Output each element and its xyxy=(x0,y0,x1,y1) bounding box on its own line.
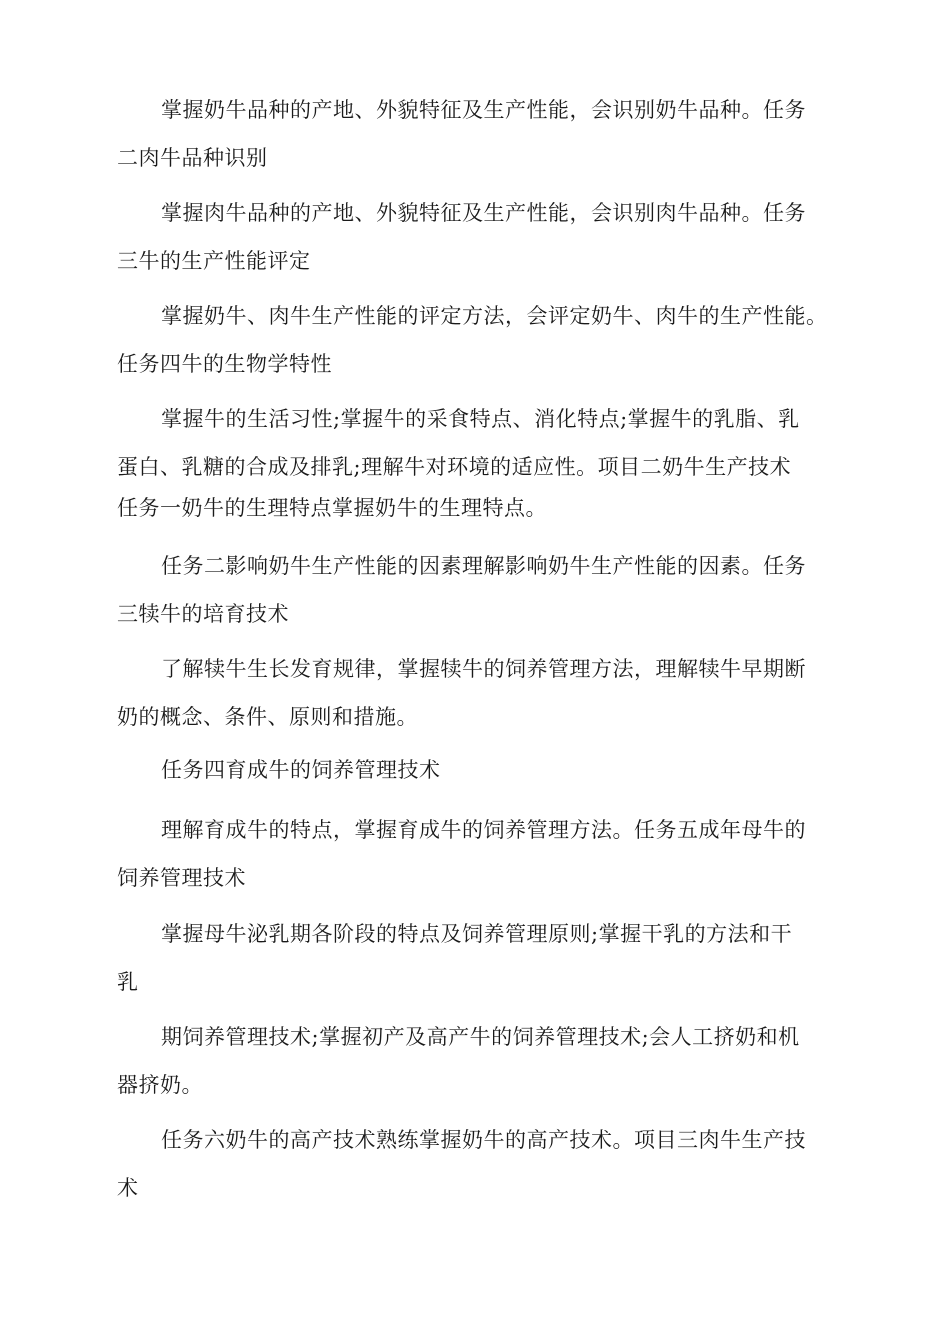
text-line: 术 xyxy=(117,1176,139,1200)
text-line: 任务一奶牛的生理特点掌握奶牛的生理特点。 xyxy=(117,496,547,520)
paragraph-performance-factors xyxy=(117,542,847,638)
text-line: 乳 xyxy=(117,970,139,994)
paragraph-high-yield xyxy=(117,1116,847,1212)
text-line: 二肉牛品种识别 xyxy=(117,146,268,170)
text-line: 掌握牛的生活习性;掌握牛的采食特点、消化特点;掌握牛的乳脂、乳 xyxy=(161,407,800,431)
text-line: 器挤奶。 xyxy=(117,1073,203,1097)
text-line: 任务四牛的生物学特性 xyxy=(117,352,332,376)
text-line: 蛋白、乳糖的合成及排乳;理解牛对环境的适应性。项目二奶牛生产技术 xyxy=(117,455,792,479)
paragraph-dairy-breeds xyxy=(117,86,847,182)
text-line: 饲养管理技术 xyxy=(117,866,246,890)
paragraph-lactation-management xyxy=(117,910,847,1006)
text-line: 三牛的生产性能评定 xyxy=(117,249,311,273)
text-line: 三犊牛的培育技术 xyxy=(117,602,289,626)
text-line: 任务六奶牛的高产技术熟练掌握奶牛的高产技术。项目三肉牛生产技 xyxy=(161,1128,806,1152)
paragraph-heifer-task xyxy=(117,746,847,794)
paragraph-dry-period xyxy=(117,1013,847,1109)
paragraph-heifer-management xyxy=(117,806,847,902)
text-line: 掌握奶牛品种的产地、外貌特征及生产性能，会识别奶牛品种。任务 xyxy=(161,98,806,122)
paragraph-biological-traits xyxy=(117,395,847,525)
text-line: 任务四育成牛的饲养管理技术 xyxy=(161,758,441,782)
text-line: 奶的概念、条件、原则和措施。 xyxy=(117,705,418,729)
text-line: 期饲养管理技术;掌握初产及高产牛的饲养管理技术;会人工挤奶和机 xyxy=(161,1025,800,1049)
paragraph-performance-evaluation xyxy=(117,292,847,388)
text-line: 理解育成牛的特点，掌握育成牛的饲养管理方法。任务五成年母牛的 xyxy=(161,818,806,842)
text-line: 了解犊牛生长发育规律，掌握犊牛的饲养管理方法，理解犊牛早期断 xyxy=(161,657,806,681)
paragraph-calf-rearing xyxy=(117,645,847,741)
paragraph-beef-breeds xyxy=(117,189,847,285)
text-line: 掌握母牛泌乳期各阶段的特点及饲养管理原则;掌握干乳的方法和干 xyxy=(161,922,793,946)
text-line: 掌握肉牛品种的产地、外貌特征及生产性能，会识别肉牛品种。任务 xyxy=(161,201,806,225)
text-line: 任务二影响奶牛生产性能的因素理解影响奶牛生产性能的因素。任务 xyxy=(161,554,806,578)
text-line: 掌握奶牛、肉牛生产性能的评定方法，会评定奶牛、肉牛的生产性能。 xyxy=(161,304,828,328)
